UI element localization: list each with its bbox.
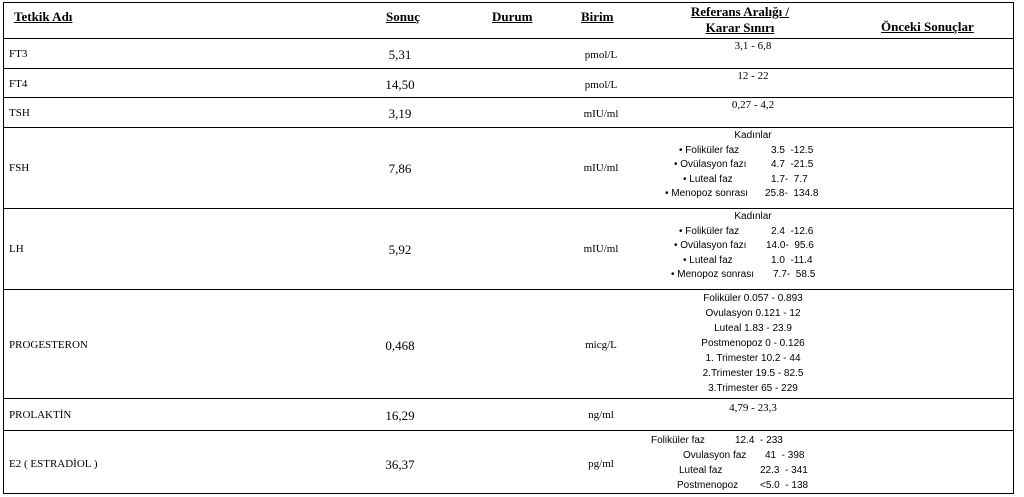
- ref-range: 2.4 -12.6: [771, 225, 814, 237]
- table-row-tsh: [3, 97, 1014, 127]
- test-name: FSH: [9, 162, 30, 174]
- test-name: FT3: [9, 48, 28, 60]
- result-value: 16,29: [385, 408, 415, 423]
- ref-label: • Foliküler faz: [679, 144, 740, 156]
- ref-line: Postmenopoz 0 - 0.126: [701, 338, 805, 349]
- reference-range: 4,79 - 23,3: [729, 402, 777, 414]
- ref-label: • Ovülasyon fazı: [674, 240, 747, 251]
- unit: mIU/ml: [583, 162, 619, 174]
- ref-label: • Luteal faz: [683, 173, 733, 185]
- result-value: 5,31: [388, 47, 412, 62]
- ref-label: Luteal faz: [679, 465, 723, 476]
- reference-title: Kadınlar: [734, 211, 772, 222]
- reference-title: Kadınlar: [734, 130, 772, 141]
- result-value: 14,50: [385, 77, 415, 92]
- ref-label: Postmenopoz: [677, 480, 739, 491]
- ref-label: Ovulasyon faz: [683, 450, 747, 461]
- table-row-ft4: [3, 68, 1014, 97]
- ref-label: • Luteal faz: [683, 254, 733, 266]
- unit: pg/ml: [588, 458, 614, 470]
- ref-range: <5.0 - 138: [760, 480, 809, 491]
- unit: mIU/ml: [583, 243, 619, 255]
- test-name: TSH: [9, 107, 30, 119]
- ref-label: • Menopoz sonrası: [671, 269, 754, 280]
- reference-block: [643, 433, 863, 493]
- ref-line: 1. Trimester 10.2 - 44: [705, 353, 801, 364]
- reference-range: 3,1 - 6,8: [734, 40, 772, 52]
- table-row-e2-estradiol: [3, 430, 1014, 494]
- ref-range: 7.7- 58.5: [773, 269, 816, 280]
- unit: pmol/L: [584, 49, 618, 61]
- header-reference-line2: Karar Sınırı: [705, 20, 775, 35]
- reference-range: 12 - 22: [737, 70, 769, 82]
- test-name: PROLAKTİN: [9, 409, 72, 421]
- ref-line: 3.Trimester 65 - 229: [708, 383, 798, 394]
- test-name: PROGESTERON: [9, 339, 88, 351]
- reference-block: [643, 210, 863, 283]
- result-value: 7,86: [388, 161, 412, 176]
- ref-label: • Foliküler faz: [679, 225, 740, 237]
- ref-label: • Ovülasyon fazı: [674, 159, 747, 170]
- header-test-name: Tetkik Adı: [14, 9, 73, 24]
- unit: mIU/ml: [583, 108, 619, 120]
- ref-range: 14.0- 95.6: [766, 240, 814, 251]
- ref-range: 41 - 398: [765, 450, 805, 461]
- ref-range: 22.3 - 341: [760, 465, 808, 476]
- header-previous-results: Önceki Sonuçlar: [881, 19, 974, 34]
- table-row-prolaktin: [3, 398, 1014, 430]
- ref-range: 4.7 -21.5: [771, 159, 814, 170]
- ref-range: 1.7- 7.7: [771, 173, 808, 185]
- ref-label: Foliküler faz: [651, 435, 705, 446]
- unit: pmol/L: [584, 79, 618, 91]
- table-row-fsh: [3, 127, 1014, 208]
- header-status: Durum: [492, 9, 533, 24]
- ref-range: 3.5 -12.5: [771, 144, 814, 156]
- table-row-lh: [3, 208, 1014, 289]
- unit: ng/ml: [588, 409, 614, 421]
- result-value: 3,19: [388, 106, 412, 121]
- test-name: E2 ( ESTRADİOL ): [9, 458, 98, 470]
- ref-line: Luteal 1.83 - 23.9: [714, 323, 792, 334]
- ref-range: 12.4 - 233: [735, 435, 783, 446]
- header-reference-line1: Referans Aralığı /: [690, 4, 790, 19]
- table-row-ft3: [3, 38, 1014, 68]
- ref-range: 25.8- 134.8: [765, 188, 819, 199]
- result-value: 36,37: [385, 457, 415, 472]
- reference-block: [643, 129, 863, 202]
- reference-block: [643, 291, 863, 396]
- result-value: 0,468: [385, 338, 415, 353]
- ref-label: • Menopoz sonrası: [665, 188, 748, 199]
- reference-range: 0,27 - 4,2: [731, 99, 775, 111]
- ref-line: 2.Trimester 19.5 - 82.5: [702, 368, 804, 379]
- ref-line: Foliküler 0.057 - 0.893: [703, 293, 803, 304]
- header-unit: Birim: [581, 9, 614, 24]
- test-name: FT4: [9, 78, 28, 90]
- table-row-progesteron: [3, 289, 1014, 398]
- unit: micg/L: [585, 339, 617, 351]
- ref-line: Ovulasyon 0.121 - 12: [705, 308, 801, 319]
- test-name: LH: [9, 243, 24, 255]
- header-result: Sonuç: [386, 9, 420, 24]
- ref-range: 1.0 -11.4: [771, 254, 813, 266]
- result-value: 5,92: [388, 242, 412, 257]
